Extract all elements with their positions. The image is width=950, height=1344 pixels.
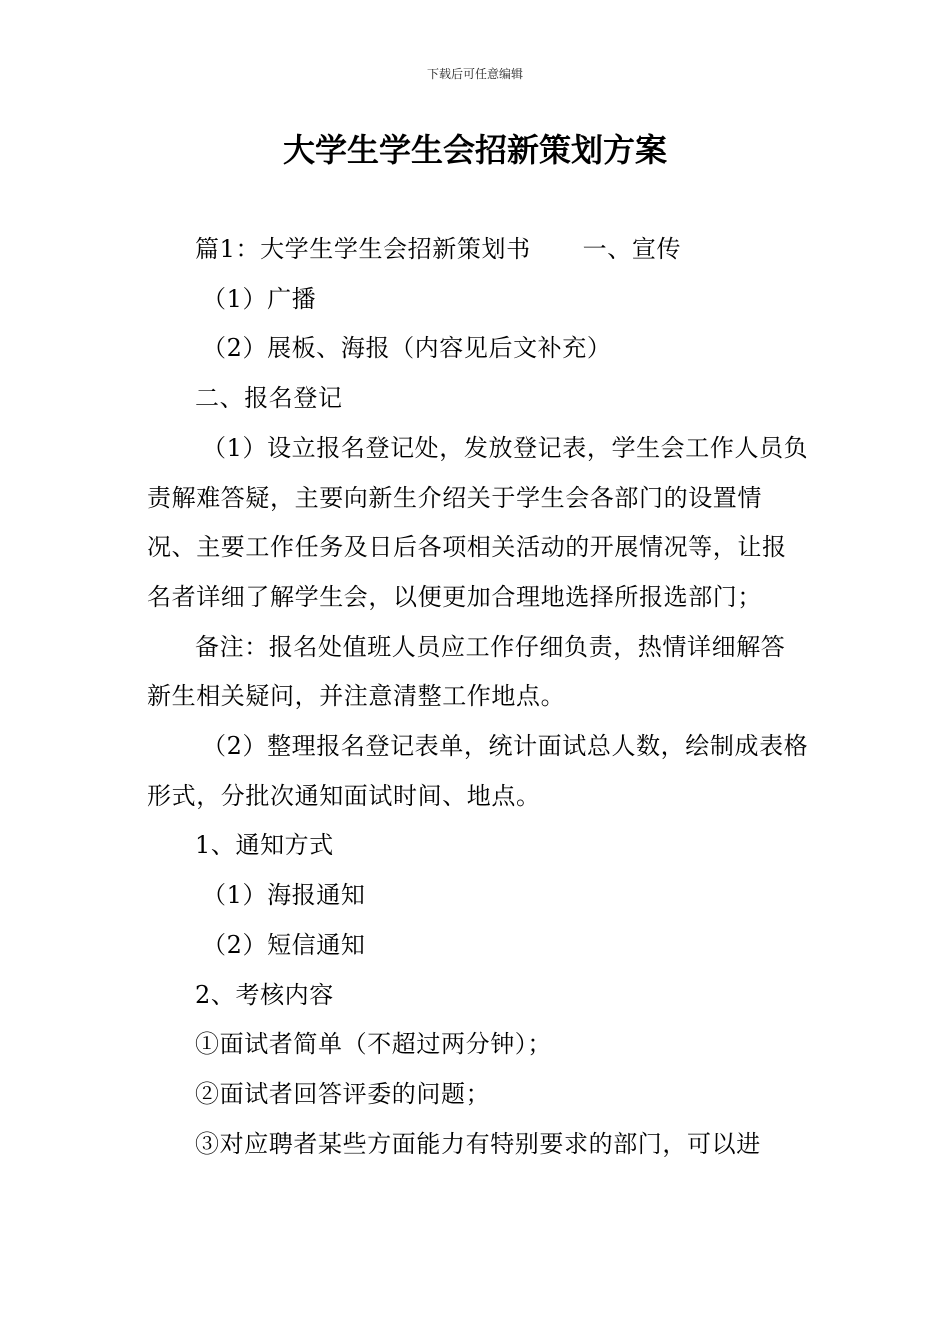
subheading-assessment: 2、考核内容: [195, 980, 334, 1009]
paragraph: （1）海报通知: [202, 881, 366, 910]
subheading-notification: 1、通知方式: [195, 831, 334, 860]
page-header-note: 下载后可任意编辑: [426, 67, 523, 81]
section-heading-registration: 二、报名登记: [195, 384, 343, 413]
intro-line: [147, 225, 809, 275]
paragraph: （1）广播: [202, 284, 317, 313]
list-item: ②面试者回答评委的问题；: [195, 1079, 491, 1108]
section-heading-publicity: 一、宣传: [582, 235, 682, 263]
intro-heading: 篇1：大学生学生会招新策划书: [195, 235, 531, 263]
paragraph: （2）短信通知: [202, 930, 366, 959]
list-item: ①面试者简单（不超过两分钟）；: [195, 1030, 552, 1059]
document-body: [147, 225, 809, 1169]
paragraph: （1）设立报名登记处，发放登记表，学生会工作人员负责解难答疑，主要向新生介绍关于学生会各部门的设置情况、主要工作任务及日后各项相关活动的开展情况等，让报名者详细了解学生会，以便更加合理地选择所报选部门；: [147, 433, 809, 611]
paragraph-note: 备注：报名处值班人员应工作仔细负责，热情详细解答新生相关疑问，并注意清整工作地点。: [147, 632, 786, 711]
paragraph: （2）展板、海报（内容见后文补充）: [202, 334, 612, 363]
document-title: 大学生学生会招新策划方案: [282, 131, 667, 169]
list-item: ③对应聘者某些方面能力有特别要求的部门，可以进: [195, 1129, 761, 1158]
paragraph: （2）整理报名登记表单，统计面试总人数，绘制成表格形式，分批次通知面试时间、地点。: [147, 732, 809, 810]
